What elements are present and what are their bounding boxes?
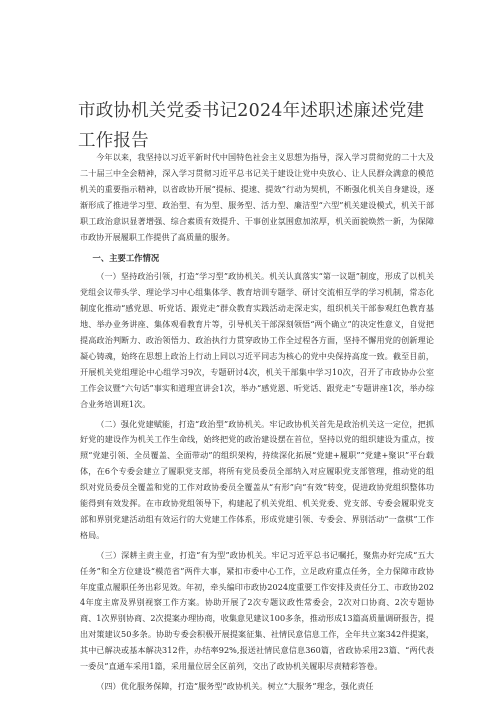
section-heading: 一、主要工作情况 (92, 253, 160, 264)
paragraph-2: （二）强化党建赋能，打造“政治型”政协机关。牢记政协机关首先是政治机关这一定位，把抓好党的建设作为机关工作生命线，始终把党的政治建设摆在首位，坚持以党的组织建设为重点，按照“党建引领、全员覆盖、全面带动”的组织架构，持续深化拓展“党建+履职”“党建+聚识”平台载体，在6个专委会建立了履职党支部，将所有党员委员全部纳入对应履职党支部管理，推动党的组织对党员委员全覆盖和党的工作对政协委员全覆盖从“有形”向“有效”转变，促进政协党组织整体功能得到有效发挥。在市政协党组领导下，构建起了机关党组、机关党委、党支部、专委会履职党支部和界别党建活动组有效运行的大党建工作体系，形成党建引领、专委会、界别活动“一盘棋”工作格局。 (80, 418, 434, 540)
paragraph-1: （一）坚持政治引领，打造“学习型”政协机关。机关认真落实“第一议题”制度，形成了以机关党组会议带头学、理论学习中心组集体学、教育培训专题学、研讨交流相互学的学习机制，常态化制度化推动“感党恩、听党话、跟党走”群众教育实践活动走深走实，组织机关干部参观红色教育基地、举办业务讲座、集体观看教育片等，引导机关干部深刻领悟“两个确立”的决定性意义，自觉把提高政治判断力、政治领悟力、政治执行力贯穿政协工作全过程各方面，坚持不懈用党的创新理论凝心铸魂，始终在思想上政治上行动上同以习近平同志为核心的党中央保持高度一致。截至目前，开展机关党组理论中心组学习9次，专题研讨4次，机关干部集中学习10次，召开了市政协办公室工作会议暨“六句话”事实和道理宣讲会1次，举办“感党恩、听党话、跟党走”专题讲座1次，举办综合业务培训班1次。 (80, 271, 434, 409)
document-body (80, 150, 434, 695)
paragraph-3: （三）深耕主责主业，打造“有为型”政协机关。牢记习近平总书记嘱托，聚焦办好完成“五大任务”和全方位建设“模范省”两件大事，紧扣市委中心工作，立足政府重点任务，全力保障市政协年度重点履职任务出彩见效。年初，牵头编印市政协2024度重要工作安排及责任分工、市政协2024年度主席及界别视察工作方案。协助开展了2次专题议政性常委会，2次对口协商、2次专题协商、1次界别协商、2次提案办理协商，收集意见建议100多条，推动形成13篇高质量调研报告，提出对策建议50多条。协助专委会积极开展提案征集、社情民意信息工作，全年共立案342件提案，其中已解决或基本解决312件，办结率92%,报送社情民意信息360篇，省政协采用23篇、“两代表一委员”直通车采用1篇，采用量位居全区前列，交出了政协机关履职尽责精彩答卷。 (80, 549, 435, 672)
paragraph-4: （四）优化服务保障，打造“服务型”政协机关。树立“大服务”理念，强化责任 (96, 681, 374, 691)
document-title: 市政协机关党委书记2024年述职述廉述党建工作报告 (78, 101, 425, 151)
intro-paragraph: 今年以来，我坚持以习近平新时代中国特色社会主义思想为指导，深入学习贯彻党的二十大及二十届三中全会精神，深入学习贯彻习近平总书记关于建设让党中央放心、让人民群众满意的模范机关的重要指示精神，以省政协开展“提标、提速、提效”行动为契机，不断强化机关自身建设，逐渐形成了推进学习型、政治型、有为型、服务型、活力型、廉洁型“六型”机关建设模式，机关干部职工政治意识显著增强、综合素质有效提升、干事创业氛围愈加浓厚，机关面貌焕然一新，为保障市政协开展履职工作提供了高质量的服务。 (80, 152, 434, 242)
